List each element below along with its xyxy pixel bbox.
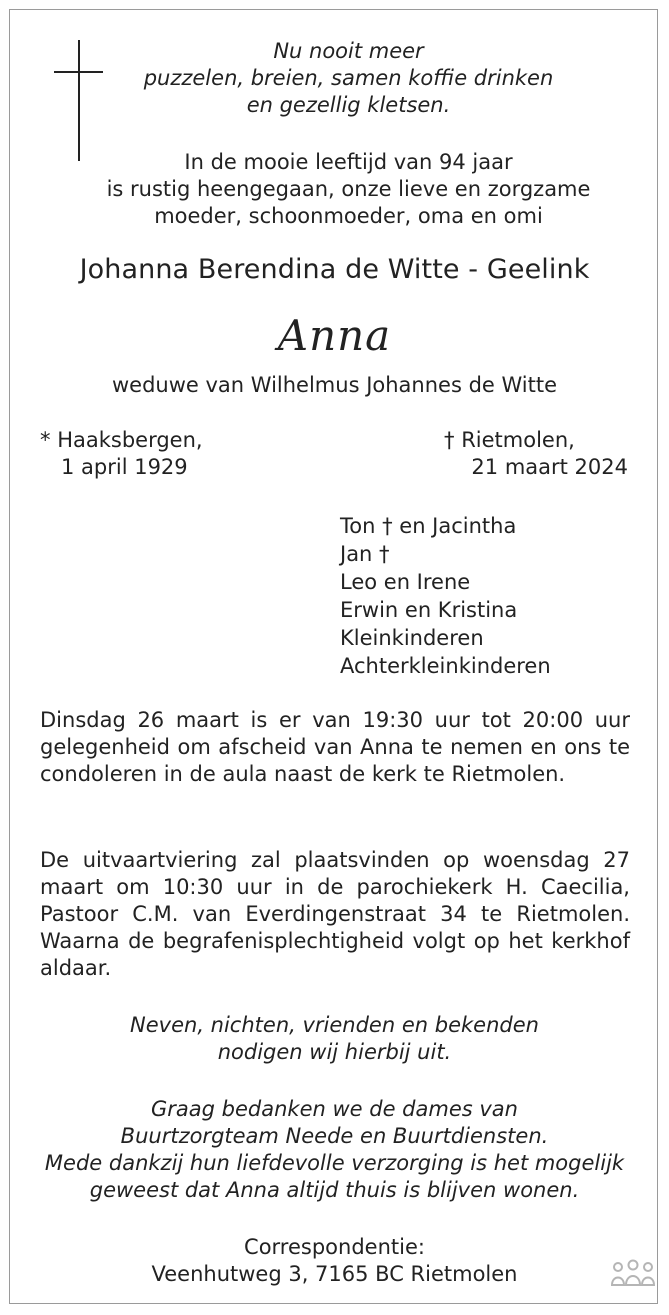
poem-line: en gezellig kletsen. — [246, 93, 451, 117]
family-list — [340, 512, 551, 680]
thanks — [0, 1096, 669, 1204]
thanks-line: Mede dankzij hun liefdevolle verzorging is het mogelijk — [44, 1151, 625, 1175]
birth-date: 1 april 1929 — [61, 455, 188, 479]
funeral-paragraph: De uitvaartviering zal plaatsvinden op woensdag 27 maart om 10:30 uur in de parochiekerk H. Caecilia, Pastoor C.M. van Everdingenstraat 34 te Rietmolen. Waarna de begrafenisplechtigheid volgt op het kerkhof aldaar. — [40, 848, 630, 980]
thanks-line: Graag bedanken we de dames van — [151, 1097, 518, 1121]
family-member: Ton † en Jacintha — [340, 514, 517, 538]
birth-symbol: * — [40, 428, 51, 452]
poem — [0, 38, 669, 119]
widow-line: weduwe van Wilhelmus Johannes de Witte — [111, 373, 558, 397]
deceased-full-name: Johanna Berendina de Witte - Geelink — [79, 254, 590, 285]
invitation — [0, 1012, 669, 1066]
announcement-line: In de mooie leeftijd van 94 jaar — [184, 150, 513, 174]
death-date: 21 maart 2024 — [471, 455, 628, 479]
announcement-line: is rustig heengegaan, onze lieve en zorgzame — [106, 177, 591, 201]
correspondence-label: Correspondentie: — [244, 1235, 425, 1259]
family-member: Erwin en Kristina — [340, 598, 518, 622]
thanks-line: geweest dat Anna altijd thuis is blijven wonen. — [89, 1178, 580, 1202]
death-info — [420, 427, 628, 481]
invitation-line: Neven, nichten, vrienden en bekenden — [130, 1013, 539, 1037]
thanks-line: Buurtzorgteam Neede en Buurtdiensten. — [120, 1124, 549, 1148]
people-group-logo-icon — [609, 1259, 657, 1291]
family-member: Jan † — [340, 542, 390, 566]
birth-place: Haaksbergen, — [57, 428, 203, 452]
announcement-line: moeder, schoonmoeder, oma en omi — [154, 204, 543, 228]
poem-line: Nu nooit meer — [273, 39, 424, 63]
family-member: Kleinkinderen — [340, 626, 484, 650]
correspondence-address: Veenhutweg 3, 7165 BC Rietmolen — [151, 1262, 518, 1286]
announcement-text — [0, 149, 669, 230]
deceased-nickname: Anna — [277, 311, 392, 360]
birth-info — [40, 427, 203, 481]
family-member: Achterkleinkinderen — [340, 654, 551, 678]
poem-line: puzzelen, breien, samen koffie drinken — [143, 66, 554, 90]
invitation-line: nodigen wij hierbij uit. — [217, 1040, 452, 1064]
death-place: Rietmolen, — [461, 428, 575, 452]
death-symbol: † — [444, 428, 455, 452]
farewell-paragraph: Dinsdag 26 maart is er van 19:30 uur tot 20:00 uur gelegenheid om afscheid van Anna te nemen en ons te condoleren in de aula naast de kerk te Rietmolen. — [40, 708, 630, 786]
family-member: Leo en Irene — [340, 570, 471, 594]
correspondence — [0, 1234, 669, 1288]
